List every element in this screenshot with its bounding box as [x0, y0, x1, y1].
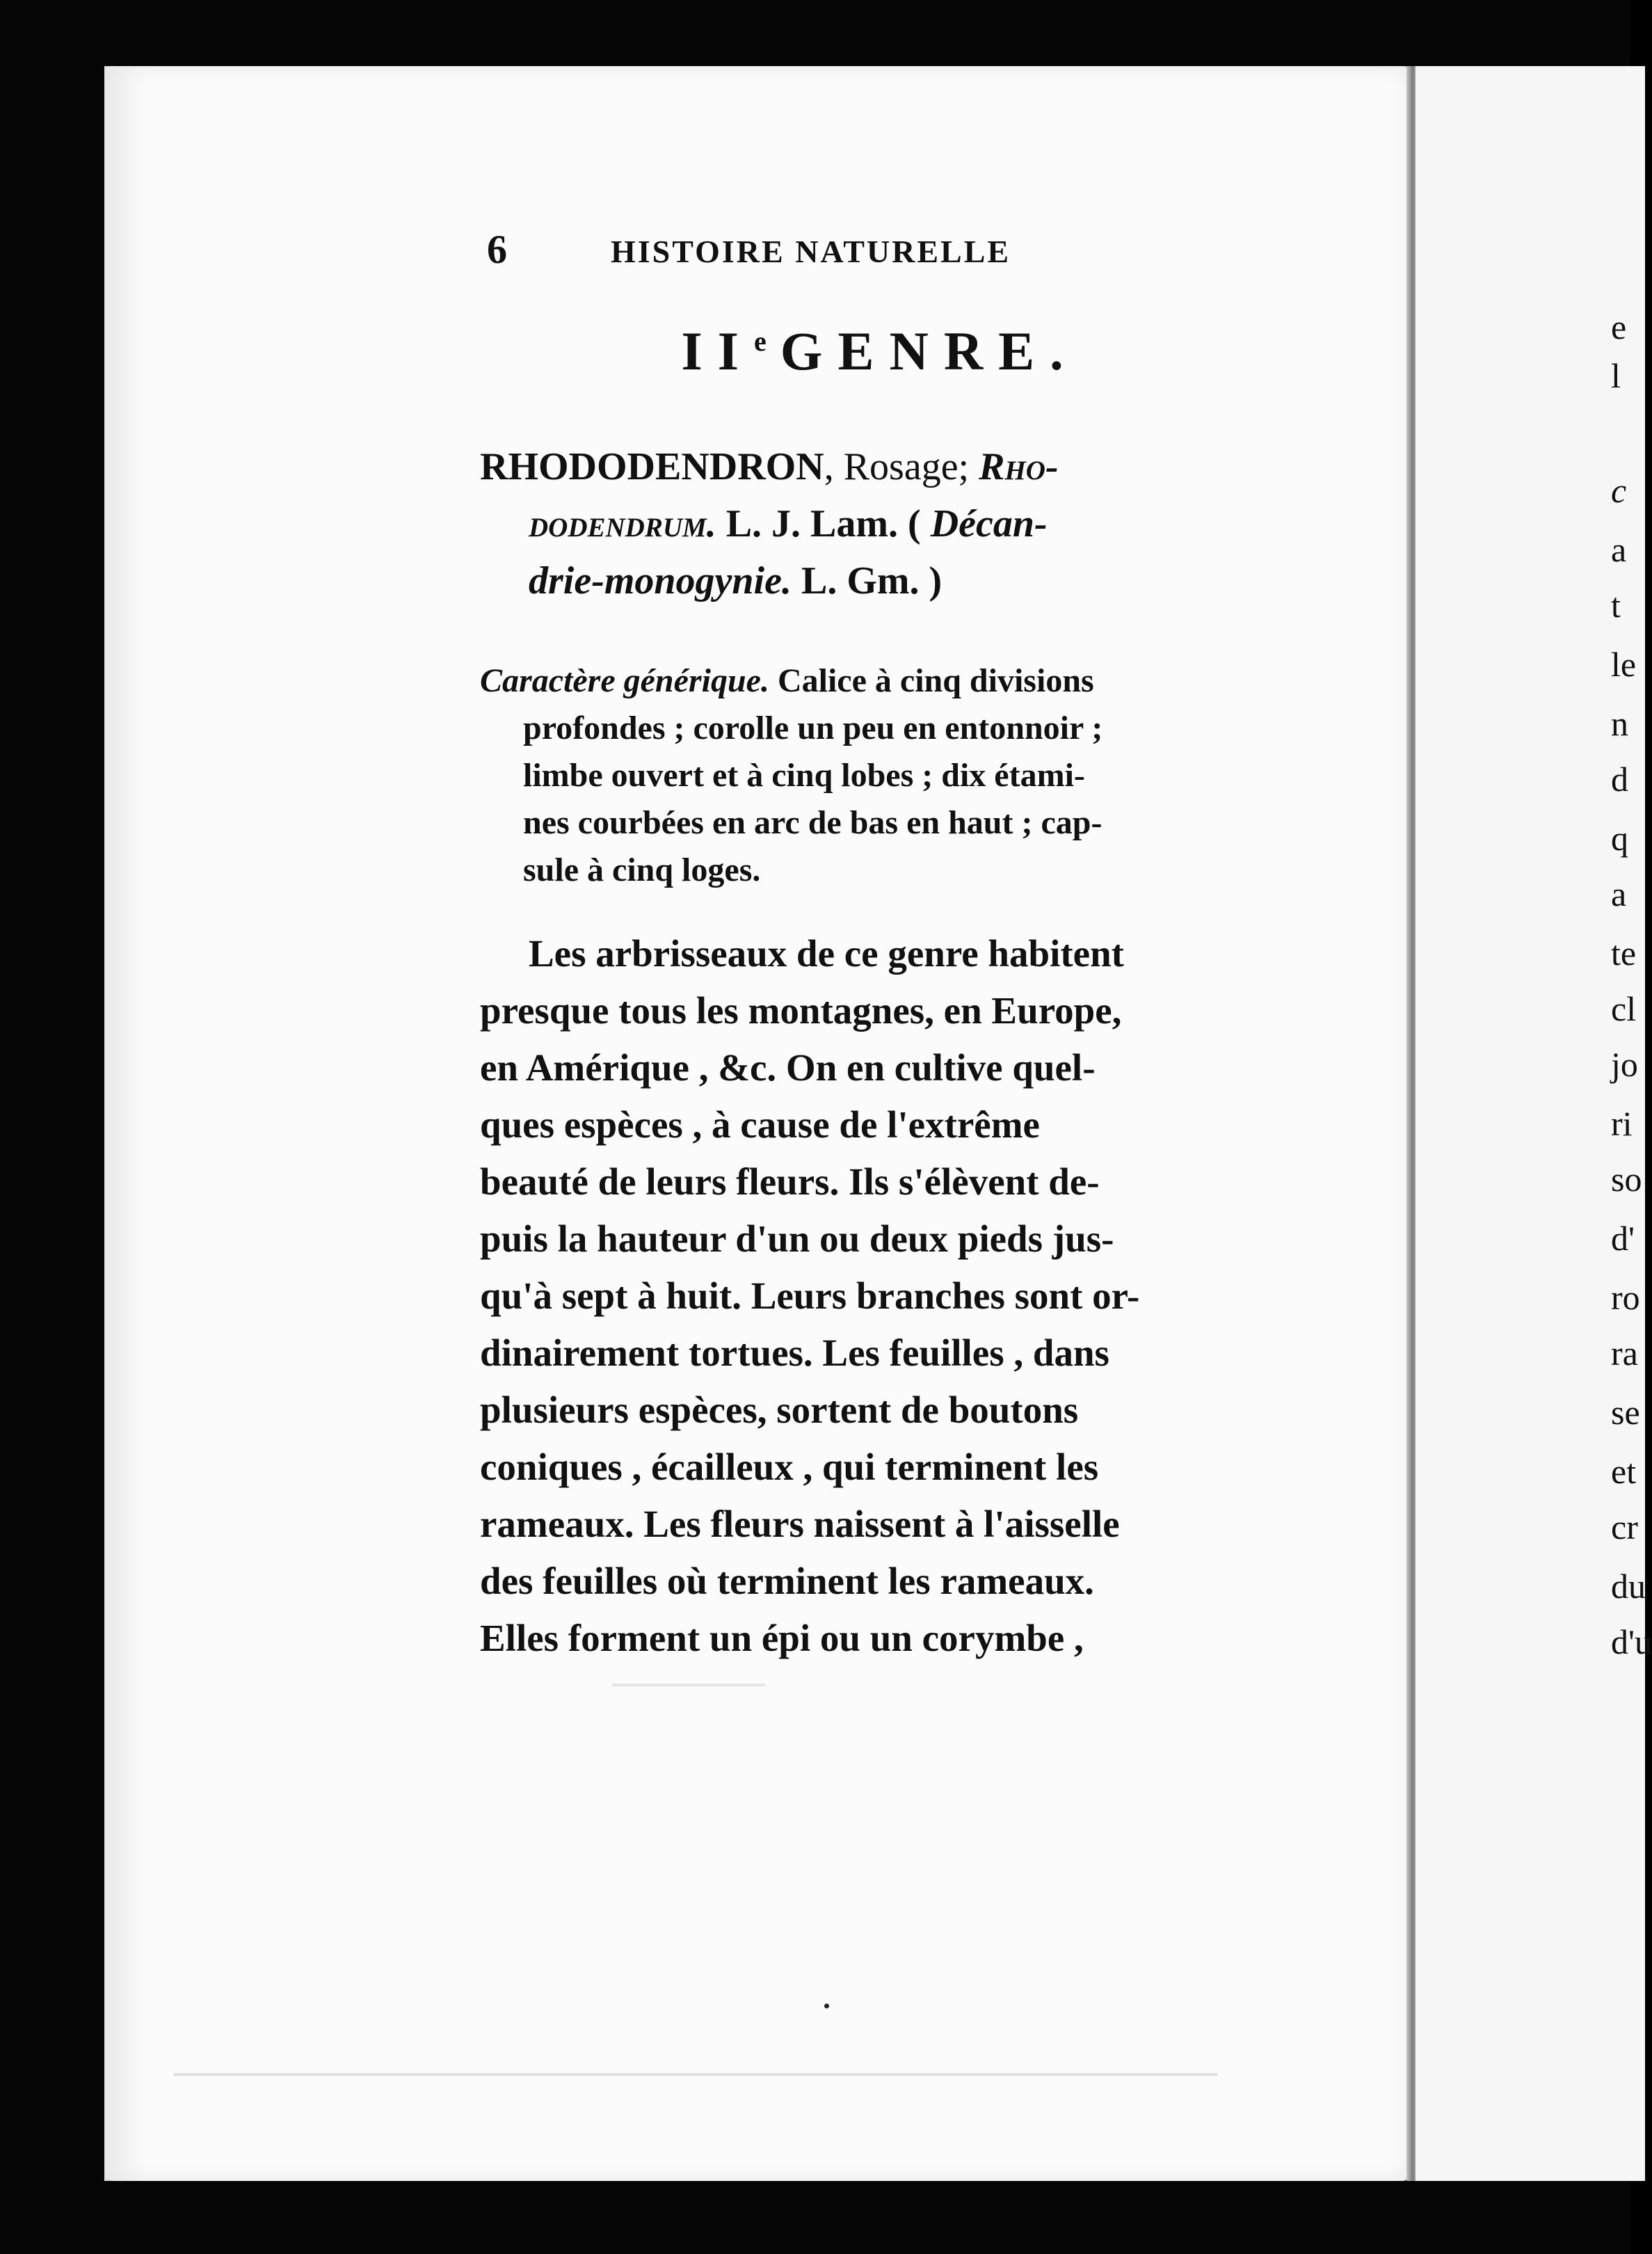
facing-page-fragment: ro — [1611, 1278, 1640, 1317]
facing-page-fragment: cr — [1611, 1508, 1638, 1546]
facing-page-fragment: du — [1611, 1567, 1646, 1606]
facing-page-fragment: cl — [1611, 989, 1637, 1028]
paragraph-line: profondes ; corolle un peu en entonnoir ; — [523, 710, 1103, 746]
genus-entry — [480, 438, 1266, 609]
facing-page-fragment: et — [1611, 1452, 1637, 1491]
running-title: HISTOIRE NATURELLE — [611, 234, 1011, 269]
facing-page-fragment: se — [1611, 1393, 1640, 1432]
paragraph-line: Elles forment un épi ou un corymbe , — [480, 1617, 1084, 1659]
paragraph-line: en Amérique , &c. On en cultive quel- — [480, 1046, 1096, 1089]
paragraph-text: Calice à cinq divisions — [769, 662, 1094, 699]
facing-page-fragment: a — [1611, 874, 1627, 913]
genre-word: GENRE. — [780, 321, 1079, 381]
paragraph-line: limbe ouvert et à cinq lobes ; dix étami- — [523, 757, 1085, 794]
facing-page-fragment: e — [1611, 307, 1627, 346]
facing-page-fragment: so — [1611, 1160, 1642, 1199]
entry-line — [480, 495, 1266, 552]
facing-page-fragment: d'u — [1611, 1622, 1652, 1661]
facing-page-fragment: t — [1611, 586, 1621, 625]
bleed-through-mark — [612, 1684, 765, 1686]
entry-text: L. Gm. ) — [791, 559, 943, 602]
body-paragraph — [480, 925, 1266, 1667]
entry-line — [480, 438, 1266, 495]
paragraph-line: coniques , écailleux , qui terminent les — [480, 1446, 1099, 1488]
facing-page-fragment: ra — [1611, 1334, 1638, 1373]
entry-line — [480, 552, 1266, 609]
running-head — [487, 226, 1273, 275]
linnaean-class: drie-monogynie. — [529, 559, 792, 602]
genre-numeral: II — [681, 321, 755, 381]
facing-page-fragment: d — [1611, 760, 1628, 799]
facing-page-fragment: te — [1611, 934, 1637, 973]
ink-dot — [824, 2004, 829, 2008]
paragraph-line: rameaux. Les fleurs naissent à l'aisselle — [480, 1503, 1120, 1545]
paragraph-line: nes courbées en arc de bas en haut ; cap- — [523, 804, 1102, 841]
facing-page-fragment: l — [1611, 356, 1621, 395]
paragraph-line: sule à cinq loges. — [523, 852, 761, 888]
facing-page-fragment: q — [1611, 819, 1628, 858]
facing-page-fragment: le — [1611, 645, 1637, 684]
paragraph-line: plusieurs espèces, sortent de boutons — [480, 1389, 1079, 1431]
facing-page-fragment: n — [1611, 704, 1628, 743]
facing-page-fragment: d' — [1611, 1219, 1635, 1258]
paragraph-line: presque tous les montagnes, en Europe, — [480, 989, 1122, 1032]
latin-name: Rho- — [979, 445, 1059, 488]
genre-superscript: e — [754, 326, 767, 357]
bleed-through-mark — [174, 2073, 1217, 2076]
generic-character-paragraph — [480, 657, 1266, 894]
generic-character-label: Caractère générique. — [480, 662, 769, 699]
paragraph-line: qu'à sept à huit. Leurs branches sont or- — [480, 1274, 1140, 1317]
page-number: 6 — [487, 227, 507, 272]
genre-heading — [487, 320, 1273, 383]
linnaean-class: Décan- — [930, 502, 1048, 545]
facing-page-fragment: ri — [1611, 1104, 1633, 1143]
facing-page-fragment: jo — [1611, 1045, 1638, 1084]
genus-name: RHODODENDRON — [480, 445, 824, 488]
entry-text: , Rosage; — [824, 445, 979, 488]
facing-page-fragment: a — [1611, 530, 1627, 569]
page-edge-shadow — [104, 66, 146, 2181]
paragraph-line: puis la hauteur d'un ou deux pieds jus- — [480, 1217, 1114, 1260]
paragraph-line — [480, 657, 1266, 705]
paragraph-line: beauté de leurs fleurs. Ils s'élèvent de- — [480, 1160, 1100, 1203]
paragraph-line: des feuilles où terminent les rameaux. — [480, 1560, 1094, 1602]
paragraph-line: ques espèces , à cause de l'extrême — [480, 1103, 1040, 1146]
latin-name: dodendrum. — [529, 502, 716, 545]
paragraph-line: Les arbrisseaux de ce genre habitent — [529, 932, 1124, 975]
entry-text: L. J. Lam. ( — [716, 502, 931, 545]
facing-page-fragment: c — [1611, 471, 1627, 510]
paragraph-line: dinairement tortues. Les feuilles , dans — [480, 1332, 1109, 1374]
